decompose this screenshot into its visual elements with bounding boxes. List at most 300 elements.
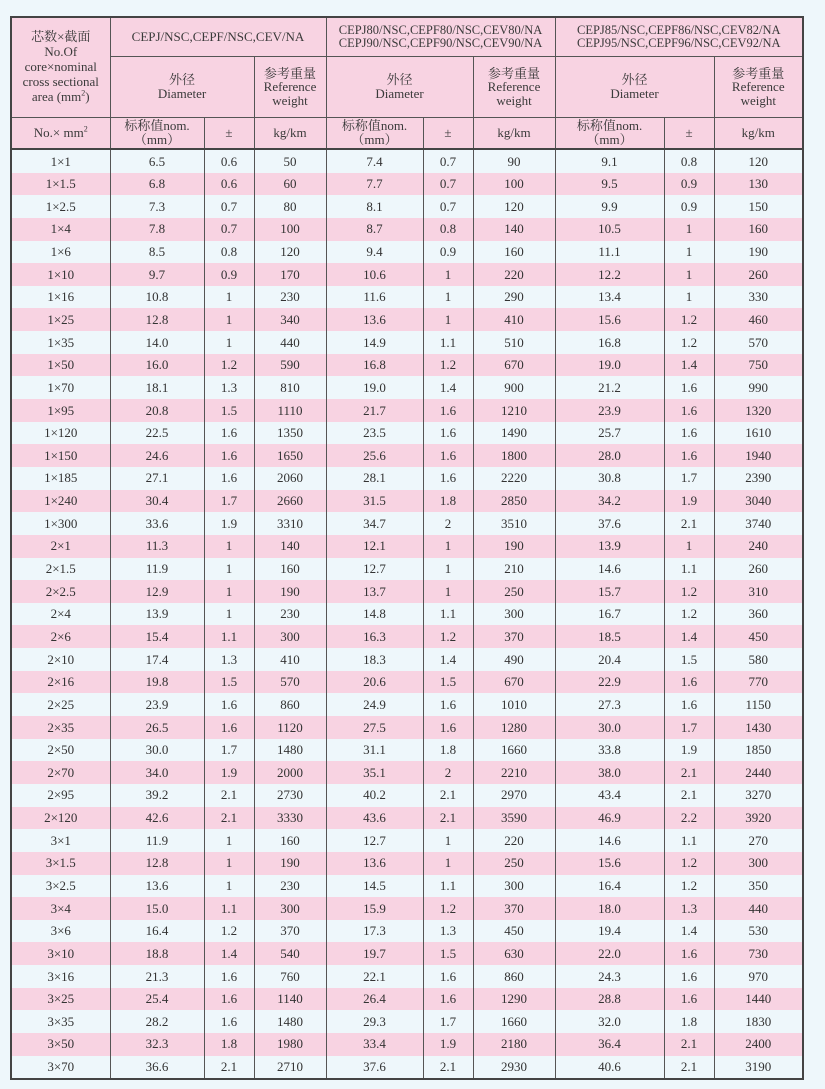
nominal-diameter-3-cell: 34.2 [555,490,664,513]
weight-3-cell: 530 [714,920,803,943]
nominal-diameter-2-cell: 28.1 [326,467,423,490]
weight-3-cell: 3740 [714,512,803,535]
tolerance-3-cell: 2.1 [664,1033,714,1056]
weight-1-cell: 100 [254,218,326,241]
table-row [11,195,803,218]
table-row [11,671,803,694]
weight-2-cell: 1280 [473,716,555,739]
tolerance-3-cell: 1 [664,218,714,241]
tolerance-1-cell: 1 [204,558,254,581]
nominal-diameter-2-cell: 12.7 [326,558,423,581]
weight-2-cell: 210 [473,558,555,581]
cropped-caption-strip [0,0,825,8]
weight-3-cell: 260 [714,263,803,286]
tolerance-1-cell: 1.9 [204,512,254,535]
nominal-diameter-1-cell: 20.8 [110,399,204,422]
tolerance-1-cell: 1.6 [204,716,254,739]
weight-2-cell: 450 [473,920,555,943]
tolerance-3-cell: 1 [664,286,714,309]
weight-2-cell: 860 [473,965,555,988]
weight-unit-header-2: kg/km [473,118,555,150]
nominal-diameter-2-cell: 19.0 [326,376,423,399]
group-header-3 [555,17,803,57]
weight-3-cell: 770 [714,671,803,694]
tolerance-1-cell: 1.1 [204,897,254,920]
table-row [11,716,803,739]
tolerance-2-cell: 1.6 [423,399,473,422]
weight-2-cell: 1660 [473,739,555,762]
table-row [11,942,803,965]
table-row [11,580,803,603]
nominal-label: 标称值nom. [576,118,643,134]
diameter-zh: 外径 [621,72,648,88]
tolerance-3-cell: 1.9 [664,739,714,762]
tolerance-2-cell: 1.5 [423,942,473,965]
nominal-diameter-3-cell: 16.7 [555,603,664,626]
tolerance-2-cell: 1.7 [423,1010,473,1033]
diameter-header-1 [110,57,254,118]
core-section-cell: 3×10 [11,942,110,965]
tolerance-header-3: ± [664,118,714,150]
tolerance-2-cell: 1.6 [423,693,473,716]
nominal-diameter-1-cell: 39.2 [110,784,204,807]
diameter-zh: 外径 [168,72,195,88]
weight-2-cell: 410 [473,308,555,331]
core-section-cell: 3×70 [11,1056,110,1080]
table-row [11,761,803,784]
nominal-diameter-2-cell: 31.5 [326,490,423,513]
table-row [11,784,803,807]
weight-2-cell: 300 [473,603,555,626]
tolerance-3-cell: 1 [664,535,714,558]
tolerance-2-cell: 1.8 [423,490,473,513]
tolerance-3-cell: 0.9 [664,195,714,218]
nominal-diameter-2-cell: 7.4 [326,149,423,173]
weight-2-cell: 160 [473,241,555,264]
tolerance-2-cell: 1.6 [423,716,473,739]
tolerance-1-cell: 1.6 [204,965,254,988]
nominal-diameter-1-cell: 26.5 [110,716,204,739]
tolerance-2-cell: 0.9 [423,241,473,264]
weight-3-cell: 450 [714,625,803,648]
nominal-diameter-1-cell: 9.7 [110,263,204,286]
table-row [11,807,803,830]
nominal-diameter-3-cell: 19.4 [555,920,664,943]
tolerance-1-cell: 1 [204,331,254,354]
weight-1-cell: 370 [254,920,326,943]
nominal-diameter-2-cell: 17.3 [326,920,423,943]
tolerance-3-cell: 1.2 [664,308,714,331]
table-row [11,241,803,264]
nominal-diameter-1-cell: 13.9 [110,603,204,626]
tolerance-1-cell: 1 [204,535,254,558]
tolerance-1-cell: 1 [204,852,254,875]
weight-2-cell: 1210 [473,399,555,422]
tolerance-2-cell: 1 [423,308,473,331]
stub-en-4 [12,90,110,105]
stub-header [11,17,110,118]
nominal-diameter-2-cell: 23.5 [326,422,423,445]
table-row [11,739,803,762]
nominal-diameter-2-cell: 18.3 [326,648,423,671]
weight-1-cell: 2660 [254,490,326,513]
table-row [11,1010,803,1033]
stub-zh: 芯数×截面 [31,29,91,45]
table-row [11,920,803,943]
table-body [11,149,803,1079]
nominal-diameter-2-cell: 14.8 [326,603,423,626]
nominal-diameter-1-cell: 13.6 [110,875,204,898]
tolerance-1-cell: 2.1 [204,784,254,807]
tolerance-3-cell: 1.1 [664,829,714,852]
tolerance-3-cell: 2.1 [664,784,714,807]
nominal-diameter-2-cell: 25.6 [326,444,423,467]
tolerance-3-cell: 1.2 [664,875,714,898]
weight-2-cell: 370 [473,625,555,648]
core-section-cell: 1×300 [11,512,110,535]
table-row [11,263,803,286]
weight-3-cell: 3920 [714,807,803,830]
tolerance-1-cell: 0.6 [204,173,254,196]
tolerance-1-cell: 1.7 [204,739,254,762]
tolerance-1-cell: 1.5 [204,399,254,422]
weight-1-cell: 230 [254,286,326,309]
tolerance-1-cell: 1.6 [204,988,254,1011]
tolerance-2-cell: 1.6 [423,467,473,490]
nominal-diameter-2-cell: 10.6 [326,263,423,286]
weight-3-cell: 360 [714,603,803,626]
stub-superscript: 2 [81,88,86,98]
tolerance-2-cell: 1.1 [423,603,473,626]
nominal-diameter-1-cell: 42.6 [110,807,204,830]
weight-3-cell: 580 [714,648,803,671]
tolerance-1-cell: 1.4 [204,942,254,965]
nominal-diameter-1-cell: 30.0 [110,739,204,762]
weight-en-2: weight [272,92,308,108]
core-section-cell: 1×240 [11,490,110,513]
core-section-cell: 2×120 [11,807,110,830]
table-row [11,173,803,196]
weight-1-cell: 1980 [254,1033,326,1056]
tolerance-2-cell: 1.8 [423,739,473,762]
nominal-diameter-2-cell: 33.4 [326,1033,423,1056]
nominal-diameter-1-cell: 7.8 [110,218,204,241]
nominal-diameter-3-cell: 24.3 [555,965,664,988]
weight-1-cell: 60 [254,173,326,196]
tolerance-1-cell: 1 [204,875,254,898]
tolerance-3-cell: 1.6 [664,399,714,422]
nominal-diameter-3-cell: 22.9 [555,671,664,694]
nominal-diameter-3-cell: 9.1 [555,149,664,173]
weight-2-cell: 3510 [473,512,555,535]
table-row [11,1056,803,1080]
weight-2-cell: 120 [473,195,555,218]
weight-3-cell: 300 [714,852,803,875]
nominal-diameter-2-cell: 31.1 [326,739,423,762]
nominal-diameter-2-cell: 19.7 [326,942,423,965]
core-section-cell: 1×120 [11,422,110,445]
weight-2-cell: 2220 [473,467,555,490]
nominal-diameter-2-cell: 9.4 [326,241,423,264]
nominal-diameter-2-cell: 24.9 [326,693,423,716]
tolerance-1-cell: 1 [204,580,254,603]
table-row [11,625,803,648]
tolerance-2-cell: 2 [423,761,473,784]
weight-2-cell: 300 [473,875,555,898]
diameter-en: Diameter [610,86,659,101]
weight-1-cell: 340 [254,308,326,331]
core-section-cell: 3×6 [11,920,110,943]
weight-2-cell: 140 [473,218,555,241]
nominal-diameter-3-cell: 14.6 [555,558,664,581]
group-header-1 [110,17,326,57]
nominal-diameter-3-cell: 28.0 [555,444,664,467]
tolerance-2-cell: 2.1 [423,807,473,830]
tolerance-1-cell: 0.7 [204,218,254,241]
nominal-diameter-3-cell: 16.8 [555,331,664,354]
weight-2-cell: 900 [473,376,555,399]
tolerance-1-cell: 1.2 [204,920,254,943]
tolerance-2-cell: 1.4 [423,376,473,399]
tolerance-1-cell: 1.3 [204,648,254,671]
tolerance-3-cell: 2.1 [664,512,714,535]
weight-3-cell: 260 [714,558,803,581]
nominal-diameter-3-cell: 11.1 [555,241,664,264]
weight-3-cell: 240 [714,535,803,558]
weight-2-cell: 2180 [473,1033,555,1056]
tolerance-3-cell: 2.1 [664,1056,714,1080]
weight-2-cell: 2930 [473,1056,555,1080]
tolerance-1-cell: 1.3 [204,376,254,399]
weight-unit-header-1: kg/km [254,118,326,150]
table-row [11,467,803,490]
weight-3-cell: 350 [714,875,803,898]
nominal-diameter-2-cell: 37.6 [326,1056,423,1080]
nominal-diameter-1-cell: 18.8 [110,942,204,965]
tolerance-1-cell: 1.5 [204,671,254,694]
unit-stub-label: No.× mm [33,125,84,141]
weight-2-cell: 1800 [473,444,555,467]
tolerance-1-cell: 1.8 [204,1033,254,1056]
nominal-diameter-2-cell: 7.7 [326,173,423,196]
weight-3-cell: 3190 [714,1056,803,1080]
tolerance-2-cell: 1.3 [423,920,473,943]
weight-1-cell: 300 [254,897,326,920]
core-section-cell: 3×1 [11,829,110,852]
weight-3-cell: 120 [714,149,803,173]
nominal-diameter-1-cell: 19.8 [110,671,204,694]
tolerance-3-cell: 1.1 [664,558,714,581]
nominal-diameter-3-cell: 15.6 [555,852,664,875]
stub-en-2: core×nominal [24,59,97,75]
tolerance-1-cell: 1 [204,286,254,309]
table-row [11,603,803,626]
weight-1-cell: 120 [254,241,326,264]
nominal-diameter-3-cell: 15.6 [555,308,664,331]
nominal-diameter-1-cell: 21.3 [110,965,204,988]
weight-2-cell: 90 [473,149,555,173]
nominal-diameter-2-cell: 13.6 [326,308,423,331]
nominal-diameter-3-cell: 13.9 [555,535,664,558]
core-section-cell: 2×10 [11,648,110,671]
nominal-diameter-1-cell: 27.1 [110,467,204,490]
nominal-diameter-3-cell: 25.7 [555,422,664,445]
tolerance-2-cell: 1 [423,535,473,558]
cable-spec-table [10,16,804,1080]
weight-1-cell: 50 [254,149,326,173]
nominal-diameter-3-cell: 33.8 [555,739,664,762]
table-row [11,308,803,331]
tolerance-1-cell: 1 [204,308,254,331]
nominal-diameter-2-cell: 43.6 [326,807,423,830]
weight-header-3 [714,57,803,118]
core-section-cell: 2×70 [11,761,110,784]
tolerance-1-cell: 0.7 [204,195,254,218]
table-row [11,422,803,445]
table-row [11,1033,803,1056]
weight-2-cell: 220 [473,263,555,286]
nominal-diameter-1-cell: 12.8 [110,852,204,875]
nominal-diameter-1-cell: 15.0 [110,897,204,920]
group-1-models: CEPJ/NSC,CEPF/NSC,CEV/NA [131,29,305,45]
group-2-models-line2: CEPJ90/NSC,CEPF90/NSC,CEV90/NA [338,36,543,50]
nominal-diameter-2-cell: 16.3 [326,625,423,648]
nominal-diameter-1-cell: 33.6 [110,512,204,535]
weight-3-cell: 1150 [714,693,803,716]
table-row [11,444,803,467]
core-section-cell: 1×10 [11,263,110,286]
table-row [11,376,803,399]
weight-3-cell: 570 [714,331,803,354]
diameter-header-3 [555,57,714,118]
tolerance-3-cell: 1.6 [664,671,714,694]
tolerance-3-cell: 2.1 [664,761,714,784]
weight-1-cell: 570 [254,671,326,694]
weight-1-cell: 230 [254,875,326,898]
weight-1-cell: 190 [254,580,326,603]
core-section-cell: 1×70 [11,376,110,399]
weight-3-cell: 460 [714,308,803,331]
weight-3-cell: 310 [714,580,803,603]
nominal-diameter-1-cell: 16.0 [110,354,204,377]
table-row [11,965,803,988]
table-row [11,535,803,558]
nominal-label: 标称值nom. [124,118,190,134]
nominal-unit: （mm） [351,132,398,147]
weight-1-cell: 190 [254,852,326,875]
weight-1-cell: 860 [254,693,326,716]
core-section-cell: 1×4 [11,218,110,241]
tolerance-3-cell: 0.8 [664,149,714,173]
nominal-diameter-3-cell: 40.6 [555,1056,664,1080]
nominal-diameter-1-cell: 28.2 [110,1010,204,1033]
weight-1-cell: 540 [254,942,326,965]
tolerance-2-cell: 1.2 [423,354,473,377]
core-section-cell: 1×25 [11,308,110,331]
weight-3-cell: 1320 [714,399,803,422]
weight-en-1: Reference [487,79,541,95]
weight-2-cell: 2850 [473,490,555,513]
core-section-cell: 1×2.5 [11,195,110,218]
tolerance-3-cell: 0.9 [664,173,714,196]
weight-3-cell: 190 [714,241,803,264]
weight-3-cell: 2390 [714,467,803,490]
weight-1-cell: 1350 [254,422,326,445]
nominal-diameter-1-cell: 23.9 [110,693,204,716]
core-section-cell: 2×4 [11,603,110,626]
nominal-diameter-1-cell: 6.5 [110,149,204,173]
weight-3-cell: 160 [714,218,803,241]
weight-zh: 参考重量 [263,65,316,81]
weight-1-cell: 3330 [254,807,326,830]
core-section-cell: 2×50 [11,739,110,762]
nominal-diameter-2-cell: 16.8 [326,354,423,377]
tolerance-1-cell: 0.9 [204,263,254,286]
tolerance-2-cell: 1 [423,286,473,309]
tolerance-2-cell: 0.7 [423,173,473,196]
weight-3-cell: 990 [714,376,803,399]
weight-3-cell: 750 [714,354,803,377]
tolerance-1-cell: 1 [204,603,254,626]
nominal-diameter-2-cell: 14.5 [326,875,423,898]
nominal-diameter-2-cell: 8.7 [326,218,423,241]
weight-3-cell: 440 [714,897,803,920]
weight-2-cell: 510 [473,331,555,354]
nominal-diameter-2-cell: 8.1 [326,195,423,218]
nominal-diameter-3-cell: 27.3 [555,693,664,716]
nominal-diameter-2-cell: 12.1 [326,535,423,558]
core-section-cell: 3×1.5 [11,852,110,875]
tolerance-2-cell: 2 [423,512,473,535]
nominal-diameter-3-cell: 12.2 [555,263,664,286]
nominal-diameter-1-cell: 7.3 [110,195,204,218]
table-row [11,354,803,377]
weight-1-cell: 3310 [254,512,326,535]
tolerance-3-cell: 1.5 [664,648,714,671]
nominal-diameter-1-cell: 8.5 [110,241,204,264]
core-section-cell: 2×25 [11,693,110,716]
tolerance-1-cell: 0.6 [204,149,254,173]
weight-2-cell: 250 [473,852,555,875]
nominal-diameter-1-cell: 12.9 [110,580,204,603]
nominal-diameter-3-cell: 43.4 [555,784,664,807]
core-section-cell: 2×35 [11,716,110,739]
tolerance-1-cell: 1.6 [204,467,254,490]
diameter-zh: 外径 [386,72,413,88]
weight-2-cell: 3590 [473,807,555,830]
stub-en-3: cross sectional [22,73,99,89]
nominal-diameter-3-cell: 14.6 [555,829,664,852]
weight-1-cell: 1650 [254,444,326,467]
table-row [11,490,803,513]
weight-1-cell: 440 [254,331,326,354]
weight-2-cell: 1660 [473,1010,555,1033]
tolerance-2-cell: 1.6 [423,422,473,445]
nominal-diameter-1-cell: 32.3 [110,1033,204,1056]
tolerance-2-cell: 1.1 [423,875,473,898]
weight-3-cell: 2440 [714,761,803,784]
table-row [11,286,803,309]
nominal-diameter-1-cell: 24.6 [110,444,204,467]
tolerance-3-cell: 1.2 [664,852,714,875]
weight-en-2: weight [496,92,532,108]
weight-1-cell: 1480 [254,739,326,762]
tolerance-1-cell: 1.7 [204,490,254,513]
nominal-diameter-3-cell: 30.0 [555,716,664,739]
nominal-diameter-1-cell: 25.4 [110,988,204,1011]
weight-3-cell: 1440 [714,988,803,1011]
weight-3-cell: 1430 [714,716,803,739]
